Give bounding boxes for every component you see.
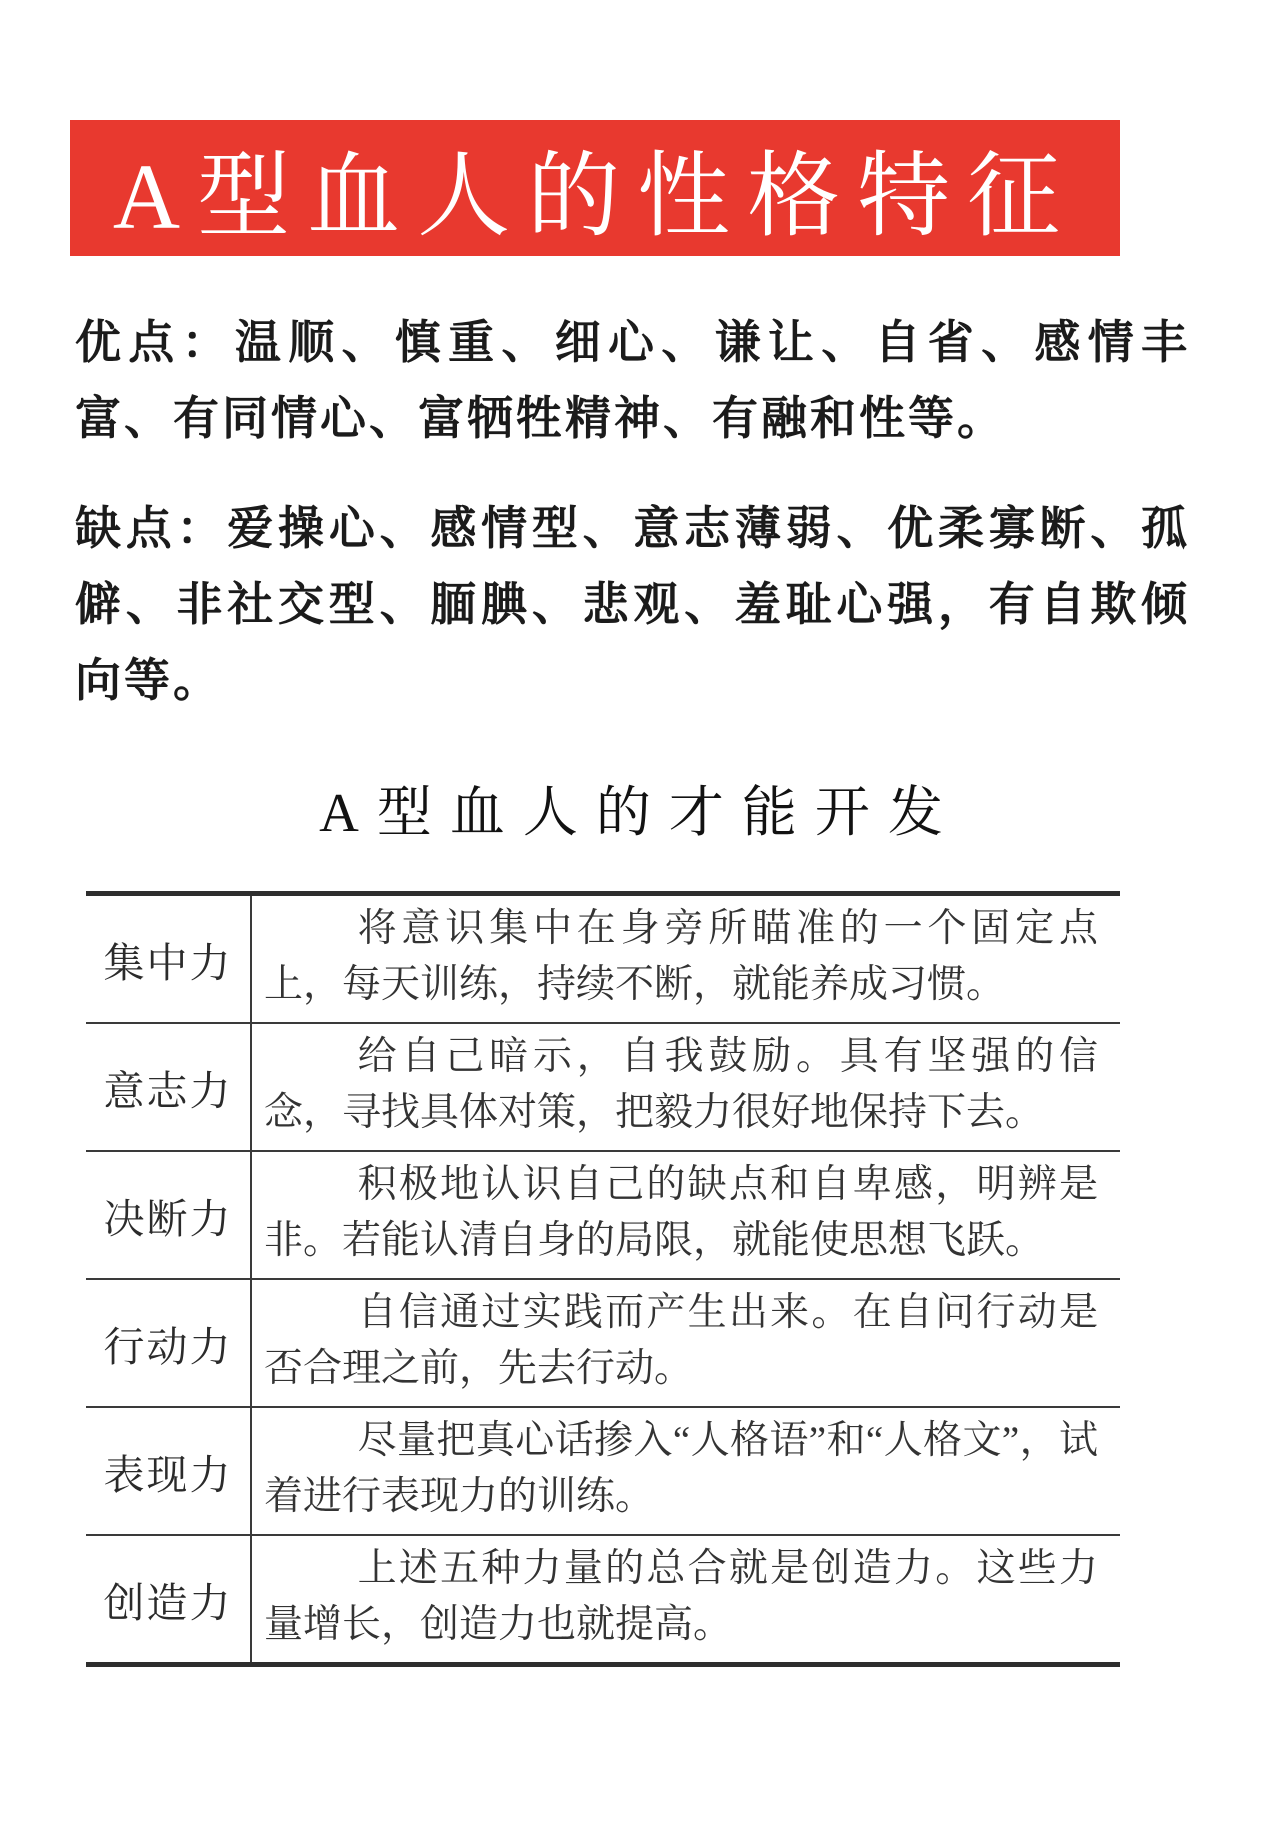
ability-label: 决断力 xyxy=(86,1151,251,1279)
advantages-label: 优点： xyxy=(75,316,235,368)
ability-label: 行动力 xyxy=(86,1279,251,1407)
table-row xyxy=(86,894,1120,1024)
table-row xyxy=(86,1407,1120,1535)
table-row xyxy=(86,1535,1120,1665)
ability-description: 给自己暗示，自我鼓励。具有坚强的信念，寻找具体对策，把毅力很好地保持下去。 xyxy=(251,1023,1120,1151)
ability-label: 创造力 xyxy=(86,1535,251,1665)
ability-description: 自信通过实践而产生出来。在自问行动是否合理之前，先去行动。 xyxy=(251,1279,1120,1407)
ability-description: 上述五种力量的总合就是创造力。这些力量增长，创造力也就提高。 xyxy=(251,1535,1120,1665)
disadvantages-label: 缺点： xyxy=(75,502,228,554)
ability-description: 积极地认识自己的缺点和自卑感，明辨是非。若能认清自身的局限，就能使思想飞跃。 xyxy=(251,1151,1120,1279)
ability-label: 集中力 xyxy=(86,894,251,1024)
table-row xyxy=(86,1151,1120,1279)
document-page xyxy=(0,120,1280,1826)
paragraph-advantages xyxy=(75,304,1190,456)
ability-description: 将意识集中在身旁所瞄准的一个固定点上，每天训练，持续不断，就能养成习惯。 xyxy=(264,907,1098,1006)
advantages-text: 温顺、慎重、细心、谦让、自省、感情丰富、有同情心、富牺牲精神、有融和性等。 xyxy=(75,316,1191,444)
disadvantages-text: 爱操心、感情型、意志薄弱、优柔寡断、孤僻、非社交型、腼腆、悲观、羞耻心强，有自欺倾向等。 xyxy=(75,502,1191,706)
paragraph-disadvantages xyxy=(75,490,1190,718)
ability-description: 尽量把真心话掺入“人格语”和“人格文”，试着进行表现力的训练。 xyxy=(251,1407,1120,1535)
section-heading: A型血人的才能开发 xyxy=(319,782,961,843)
title-banner xyxy=(70,120,1120,256)
table-row xyxy=(86,1023,1120,1151)
ability-table xyxy=(86,891,1120,1667)
table-row xyxy=(86,1279,1120,1407)
ability-label: 表现力 xyxy=(86,1407,251,1535)
page-title: A型血人的性格特征 xyxy=(112,146,1078,249)
ability-label: 意志力 xyxy=(86,1023,251,1151)
